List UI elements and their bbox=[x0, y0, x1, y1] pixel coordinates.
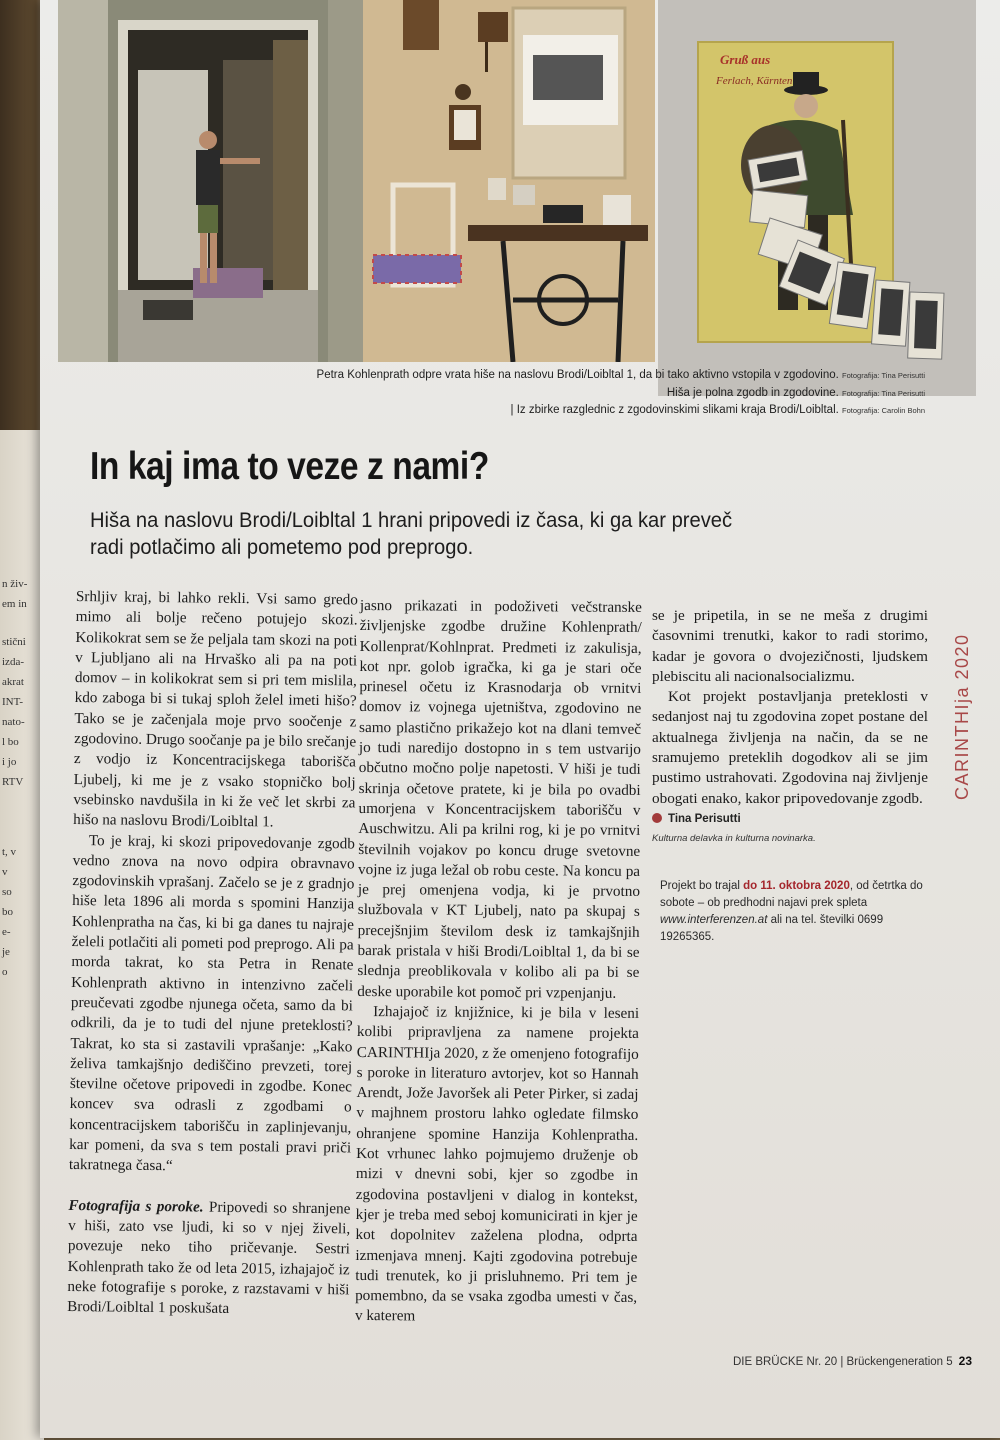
paragraph-text: Pripovedi so shranjene v hiši, zato vse ljudi, ki so v njej živeli, povezuje neko tiho pričevanje. Sestri Kohlenprath tako že od leta 2015, izhajajoč iz neke fotografije s poroke, z razstavami v hiši Brodi/Loibltal 1 poskušata bbox=[67, 1198, 351, 1318]
author-name: Tina Perisutti bbox=[668, 812, 741, 825]
paragraph-with-lead bbox=[67, 1196, 350, 1321]
caption-text: Hiša je polna zgodb in zgodovine. bbox=[666, 387, 839, 399]
prev-page-fragment: e- bbox=[2, 926, 11, 938]
caption-text: | Iz zbirke razglednic z zgodovinskimi slikami kraja Brodi/Loibltal. bbox=[510, 404, 839, 416]
bullet-dot-icon bbox=[652, 813, 662, 823]
article-subtitle: Hiša na naslovu Brodi/Loibltal 1 hrani pripovedi iz časa, ki ga kar preveč radi potlačimo ali pometemo pod preprogo. bbox=[90, 509, 733, 559]
page-number: 23 bbox=[958, 1354, 972, 1368]
prev-page-fragment: izda- bbox=[2, 656, 24, 668]
project-info-box bbox=[660, 878, 930, 946]
prev-page-fragment: n živ- bbox=[2, 578, 28, 590]
prev-page-fragment: em in bbox=[2, 598, 27, 610]
prev-page-fragment: t, v bbox=[2, 846, 17, 858]
caption-text: Petra Kohlenprath odpre vrata hiše na naslovu Brodi/Loibltal 1, da bi tako aktivno vstopila v zgodovino. bbox=[316, 369, 839, 381]
postcard-greeting: Gruß aus bbox=[720, 52, 771, 67]
prev-page-fragment: INT- bbox=[2, 696, 23, 708]
photo-caption-line-1 bbox=[317, 369, 925, 381]
paragraph: Izhajajoč iz knjižnice, ki je bila v leseni kolibi pripravljena za namene projekta CARINTHIja 2020, z že omenjeno fotografijo s poroke in literaturo avtorjev, kot so Hannah Arendt, Jože Javoršek ali Peter Pirker, si zadaj v majhnem prostoru lahko ogledate filmsko ohranjene spomine Hanzija Kohlenpratha. Kot vrhunec lahko pojmujemo druženje ob mizi v dnevni sobi, kjer so zgodbe in zgodovina postavljeni v dialog in kontekst, kjer je treba med seboj komunicirati in kjer je kot dopolnitev zaželena plodna, odprta izmenjava mnenj. Kajti zgodovina potrebuje tudi trenutek, ko ji prisluhnemo. Pri tem je pomembno, da se vsaka zgodba umesti v čas, v katerem bbox=[354, 1003, 640, 1325]
info-text: ali na tel. številki 0699 19265365. bbox=[660, 914, 884, 943]
paragraph-lead: Fotografija s poroke. bbox=[68, 1196, 204, 1216]
prev-page-fragment: je bbox=[2, 946, 10, 958]
prev-page-fragment: v bbox=[2, 866, 8, 878]
caption-credit: Fotografija: Tina Perisutti bbox=[842, 371, 925, 380]
info-text: Projekt bo trajal bbox=[660, 880, 744, 892]
interior-photo bbox=[363, 0, 655, 362]
info-date: do 11. oktobra 2020 bbox=[743, 880, 850, 892]
interior-illustration bbox=[363, 0, 655, 362]
prev-page-fragment: stični bbox=[2, 636, 26, 648]
doorway-photo bbox=[58, 0, 363, 362]
prev-page-fragment: bo bbox=[2, 906, 13, 918]
postcard-illustration bbox=[658, 0, 976, 396]
caption-credit: Fotografija: Tina Perisutti bbox=[842, 389, 925, 398]
photo-caption-line-2 bbox=[667, 387, 925, 399]
page-footer bbox=[733, 1354, 972, 1368]
article-column-2 bbox=[355, 596, 642, 1329]
info-url: www.interferenzen.at bbox=[660, 914, 768, 926]
article-title: In kaj ima to veze z nami? bbox=[90, 445, 489, 488]
magazine-page bbox=[40, 0, 1000, 1438]
prev-page-fragment: akrat bbox=[2, 676, 24, 688]
paragraph: jasno prikazati in podoživeti večstranske življenjske zgodbe družine Kohlenprath/ Kollenprat/Kohlnprat. Predmeti iz zakulisja, kot npr. golob igračka, ki ga je stari oče prinesel očetu iz Krasnodarja ob vrnitvi domov iz vojnega ujetništva, zgodovino ne samo plastično prikažejo kot na dlani temveč jo tudi naredijo dostopno in s tem ustvarijo občutno močno polje napetosti. V hiši je tudi skrinja očetove pratete, ki je bila po ovadbi umorjena v Koncentracijskem taborišču v Auschwitzu. Ali pa krilni rog, ki je po vrnitvi številnih vojakov po koncu druge svetovne vojne iz juga ležal ob robu ceste. Na koncu pa je prej omenjena vodja, ki je prvotno službovala v KT Ljubelj, nato pa skupaj s precejšnjim številom desk iz tamkajšnjih barak pristala v hiši Brodi/Loibltal 1, da bi se slednja preoblikovala v kolibo ali pa bi se deske uporabile kot pomoč pri vzpenjanju. bbox=[357, 597, 642, 1002]
doorway-illustration bbox=[58, 0, 363, 362]
prev-page-fragment: l bo bbox=[2, 736, 19, 748]
author-byline bbox=[652, 809, 928, 829]
caption-credit: Fotografija: Carolin Bohn bbox=[842, 406, 925, 415]
postcard-photo bbox=[658, 0, 976, 396]
prev-page-fragment: i jo bbox=[2, 756, 17, 768]
publication-info: DIE BRÜCKE Nr. 20 | Brückengeneration 5 bbox=[732, 1356, 953, 1368]
prev-page-fragment: so bbox=[2, 886, 12, 898]
article-column-3 bbox=[652, 606, 928, 850]
postcard-place: Ferlach, Kärnten bbox=[716, 75, 793, 87]
photo-caption-line-3 bbox=[511, 404, 925, 416]
side-label: CARINTHIja 2020 bbox=[952, 633, 972, 800]
info-text: , od četrtka do sobote – ob predhodni najavi prek spleta bbox=[660, 880, 923, 909]
article-column-1 bbox=[67, 587, 358, 1321]
previous-page-text-strip bbox=[0, 430, 44, 1440]
paragraph: Kot projekt postavljanja preteklosti v sedanjost naj tu zgodovina zopet postane del aktualnega življenja na način, da se ne sramujemo preteklih dogodkov ali se jim pustimo ustrahovati. Zgodovina naj življenje obogati enako, kakor pripovedovanje zgodb. bbox=[652, 688, 928, 807]
paragraph: To je kraj, ki skozi pripovedovanje zgodb vedno znova na novo odpira obravnavo zgodovinskih vprašanj. Začelo se je z gradnjo hiše leta 1896 ali morda s spomini Hanzija Kohlenpratha na čas, ki bi ga danes tu najraje želeli potlačiti ali pometi pod preprogo. Ali pa morda takrat, ko sta Petra in Renate Kohlenprath aktivno in intenzivno začeli preučevati zgodbe njunega očeta, samo da bi odkrili, da je to tudi del njune preteklosti? Takrat, ko sta si zastavili vprašanje: „Kako želiva tamkajšnjo dediščino prevzeti, torej številne očetove pripovedi in zgodbe. Konec koncev sva odrasli z zgodbami o koncentracijskem taborišču in zaplinjevanju, kar pomeni, da sva s tem postali pravi priči takratnega časa.“ bbox=[68, 831, 355, 1175]
paragraph: Srhljiv kraj, bi lahko rekli. Vsi samo gredo mimo ali bolje rečeno potujejo skozi. Kolikokrat sem se že peljala tam skozi na poti v Ljubljano ali na Hrvaško ali pa na poti domov – in kolikokrat sem si pri tem mislila, kdo zaboga bi si tukaj sploh želel imeti hišo? Tako se je začenjala moje prvo soočenje z zgodovino. Drugo soočanje pa je bilo srečanje z vodjo iz Koncentracijskega taborišča Ljubelj, ki me je z vsako stopničko bolj vsebinsko navdušila in ki že več let skrbi za hišo na naslovu Brodi/Loibltal 1. bbox=[73, 587, 358, 831]
prev-page-fragment: nato- bbox=[2, 716, 25, 728]
prev-page-fragment: o bbox=[2, 966, 8, 978]
prev-page-fragment: RTV bbox=[2, 776, 24, 788]
author-role: Kulturna delavka in kulturna novinarka. bbox=[652, 833, 816, 845]
paragraph: se je pripetila, in se ne meša z drugimi časovnimi trenutki, kakor to radi storimo, kadar je govora o dvojezičnosti, ljudskem plebiscitu ali nacionalsocializmu. bbox=[652, 607, 928, 685]
